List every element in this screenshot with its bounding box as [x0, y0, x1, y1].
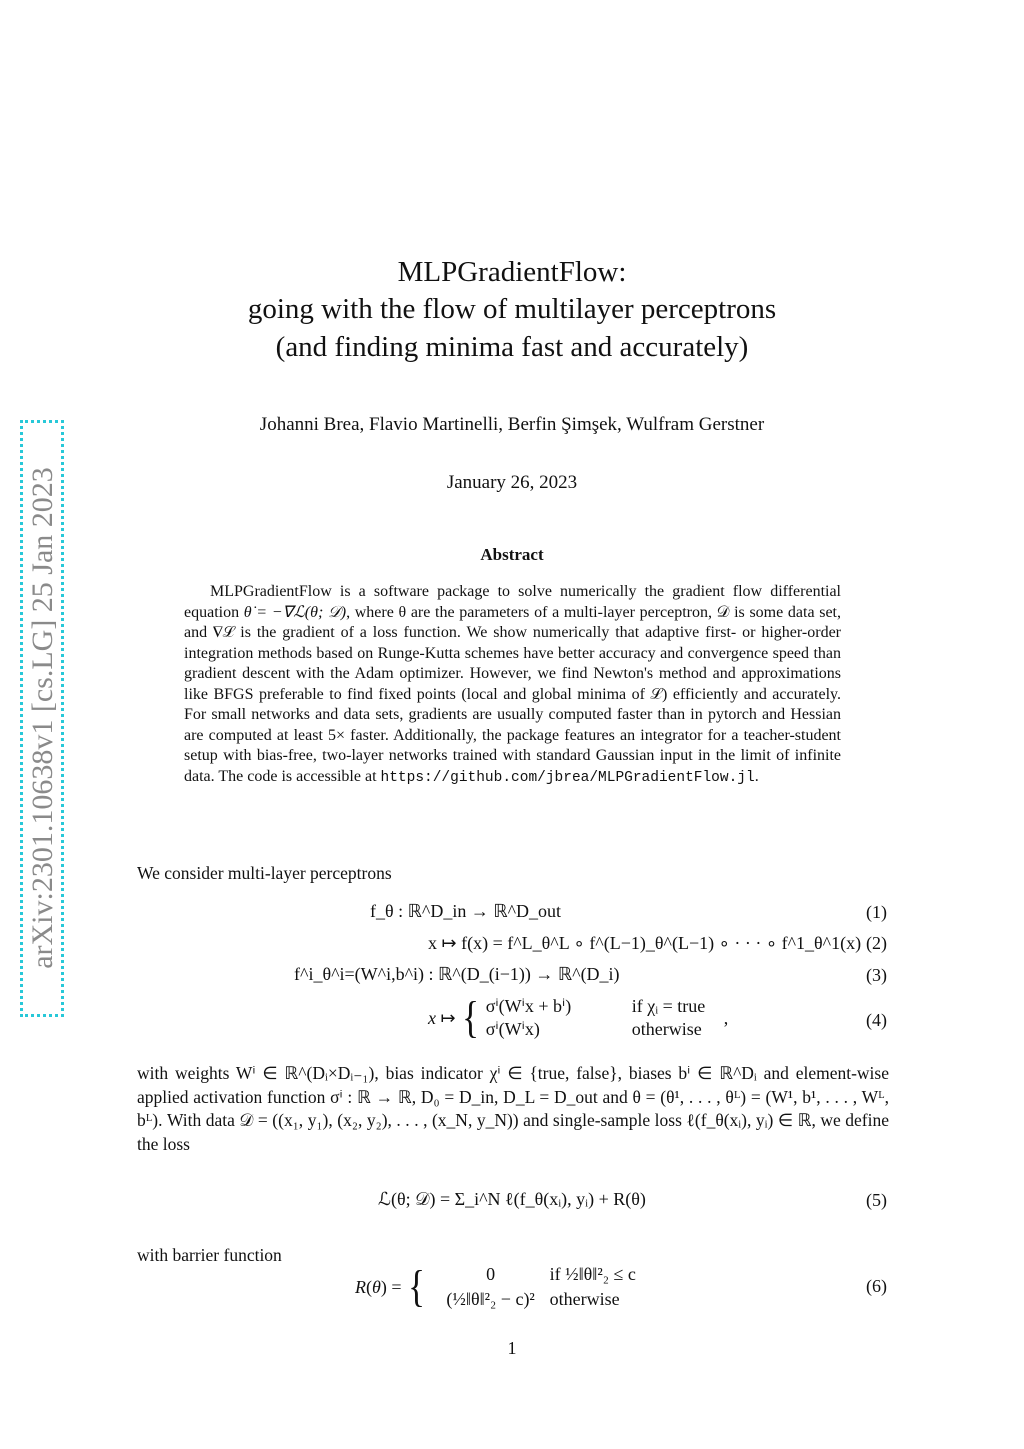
abstract-body [184, 582, 841, 788]
equation-number-3: (3) [866, 965, 887, 985]
equation-number-6: (6) [866, 1276, 887, 1296]
equation-4-condition-1: if χᵢ = true [631, 996, 706, 1016]
equation-6-brace: { [408, 1262, 426, 1311]
arxiv-identifier: arXiv:2301.10638v1 [cs.LG] 25 Jan 2023 [26, 467, 59, 969]
equation-2 [428, 933, 861, 954]
abstract-text-1: MLPGradientFlow is a software package to solve numerically the gradient flow differential equation [184, 583, 841, 621]
title-line-1: MLPGradientFlow: [397, 256, 627, 288]
equation-number-5: (5) [866, 1190, 887, 1210]
equation-3 [294, 964, 620, 985]
author-list: Johanni Brea, Flavio Martinelli, Berfin Şimşek, Wulfram Gerstner [259, 414, 765, 435]
body-intro: We consider multi-layer perceptrons [137, 863, 392, 883]
equation-4-brace: { [462, 993, 480, 1042]
equation-6-case-2: (½‖θ‖²₂ − c)² [446, 1289, 535, 1309]
repository-url[interactable]: https://github.com/jbrea/MLPGradientFlow.jl [380, 769, 755, 786]
equation-4-condition-2: otherwise [631, 1019, 702, 1039]
equation-number-4: (4) [866, 1010, 887, 1030]
paper-date: January 26, 2023 [446, 472, 578, 493]
equation-number-2: (2) [866, 933, 887, 953]
equation-1 [370, 901, 561, 922]
equation-6-condition-1: if ½‖θ‖²₂ ≤ c [549, 1264, 636, 1284]
abstract-end: . [754, 767, 759, 785]
page-number: 1 [507, 1338, 517, 1358]
title-line-2: going with the flow of multilayer perceptrons [247, 293, 777, 325]
equation-2-text: x ↦ f(x) = f^L_θ^L ∘ f^(L−1)_θ^(L−1) ∘ · · · ∘ f^1_θ^1(x) [428, 933, 862, 953]
equation-5 [378, 1189, 646, 1210]
body-weights-paragraph: with weights Wⁱ ∈ ℝ^(Dᵢ×Dᵢ₋₁), bias indicator χⁱ ∈ {true, false}, biases bⁱ ∈ ℝ^Dᵢ and element-wise applied activation function σⁱ : ℝ → ℝ, D₀ = D_in, D_L = D_out and θ = (θ¹, . . . , θᴸ) = (W¹, b¹, . . . , Wᴸ, bᴸ). With data 𝒟 = ((x₁, y₁), (x₂, y₂), . . . , (x_N, y_N)) and single-sample loss ℓ(f_θ(xᵢ), yᵢ) ∈ ℝ, we define the loss [137, 1063, 889, 1154]
equation-1-text: f_θ : ℝ^D_in → ℝ^D_out [370, 901, 562, 921]
equation-4-case-1: σⁱ(Wⁱx + bⁱ) [485, 996, 572, 1016]
abstract-text-2: , where θ are the parameters of a multi-layer perceptron, 𝒟 is some data set, and ∇ℒ is the gradient of a loss function. We show numerically that adaptive first- or higher-order integration methods based on Runge-Kutta schemes have better accuracy and convergence speed than gradient descent with the Adam optimizer. However, we find Newton's method and approximations like BFGS preferable to find fixed points (local and global minima of ℒ) efficiently and accurately. For small networks and data sets, gradients are usually computed faster than in pytorch and Hessian are computed at least 5× faster. Additionally, the package features an integrator for a teacher-student setup with bias-free, two-layer networks trained with standard Gaussian input in the limit of infinite data. The code is accessible at [184, 603, 841, 785]
equation-6: R(θ) = { 0 if ½‖θ‖²₂ ≤ c (½‖θ‖²₂ − c)² otherwise [355, 1262, 636, 1311]
equation-4-case-2: σⁱ(Wⁱx) [485, 1019, 540, 1039]
equation-number-1: (1) [866, 902, 887, 922]
equation-6-case-1: 0 [486, 1264, 496, 1284]
equation-3-text: f^i_θ^i=(W^i,b^i) : ℝ^(D_(i−1)) → ℝ^(D_i) [294, 964, 620, 984]
abstract-inline-equation: θ̇ = −∇ℒ(θ; 𝒟) [243, 603, 347, 621]
body-barrier-intro: with barrier function [137, 1245, 282, 1265]
title-line-3: (and finding minima fast and accurately) [275, 331, 749, 363]
equation-6-condition-2: otherwise [549, 1289, 620, 1309]
equation-4: x ↦ { σⁱ(Wⁱx + bⁱ) if χᵢ = true σⁱ(Wⁱx) otherwise , [428, 993, 729, 1042]
equation-5-text: ℒ(θ; 𝒟) = Σ_i^N ℓ(f_θ(xᵢ), yᵢ) + R(θ) [378, 1189, 646, 1209]
abstract-heading: Abstract [480, 545, 544, 564]
